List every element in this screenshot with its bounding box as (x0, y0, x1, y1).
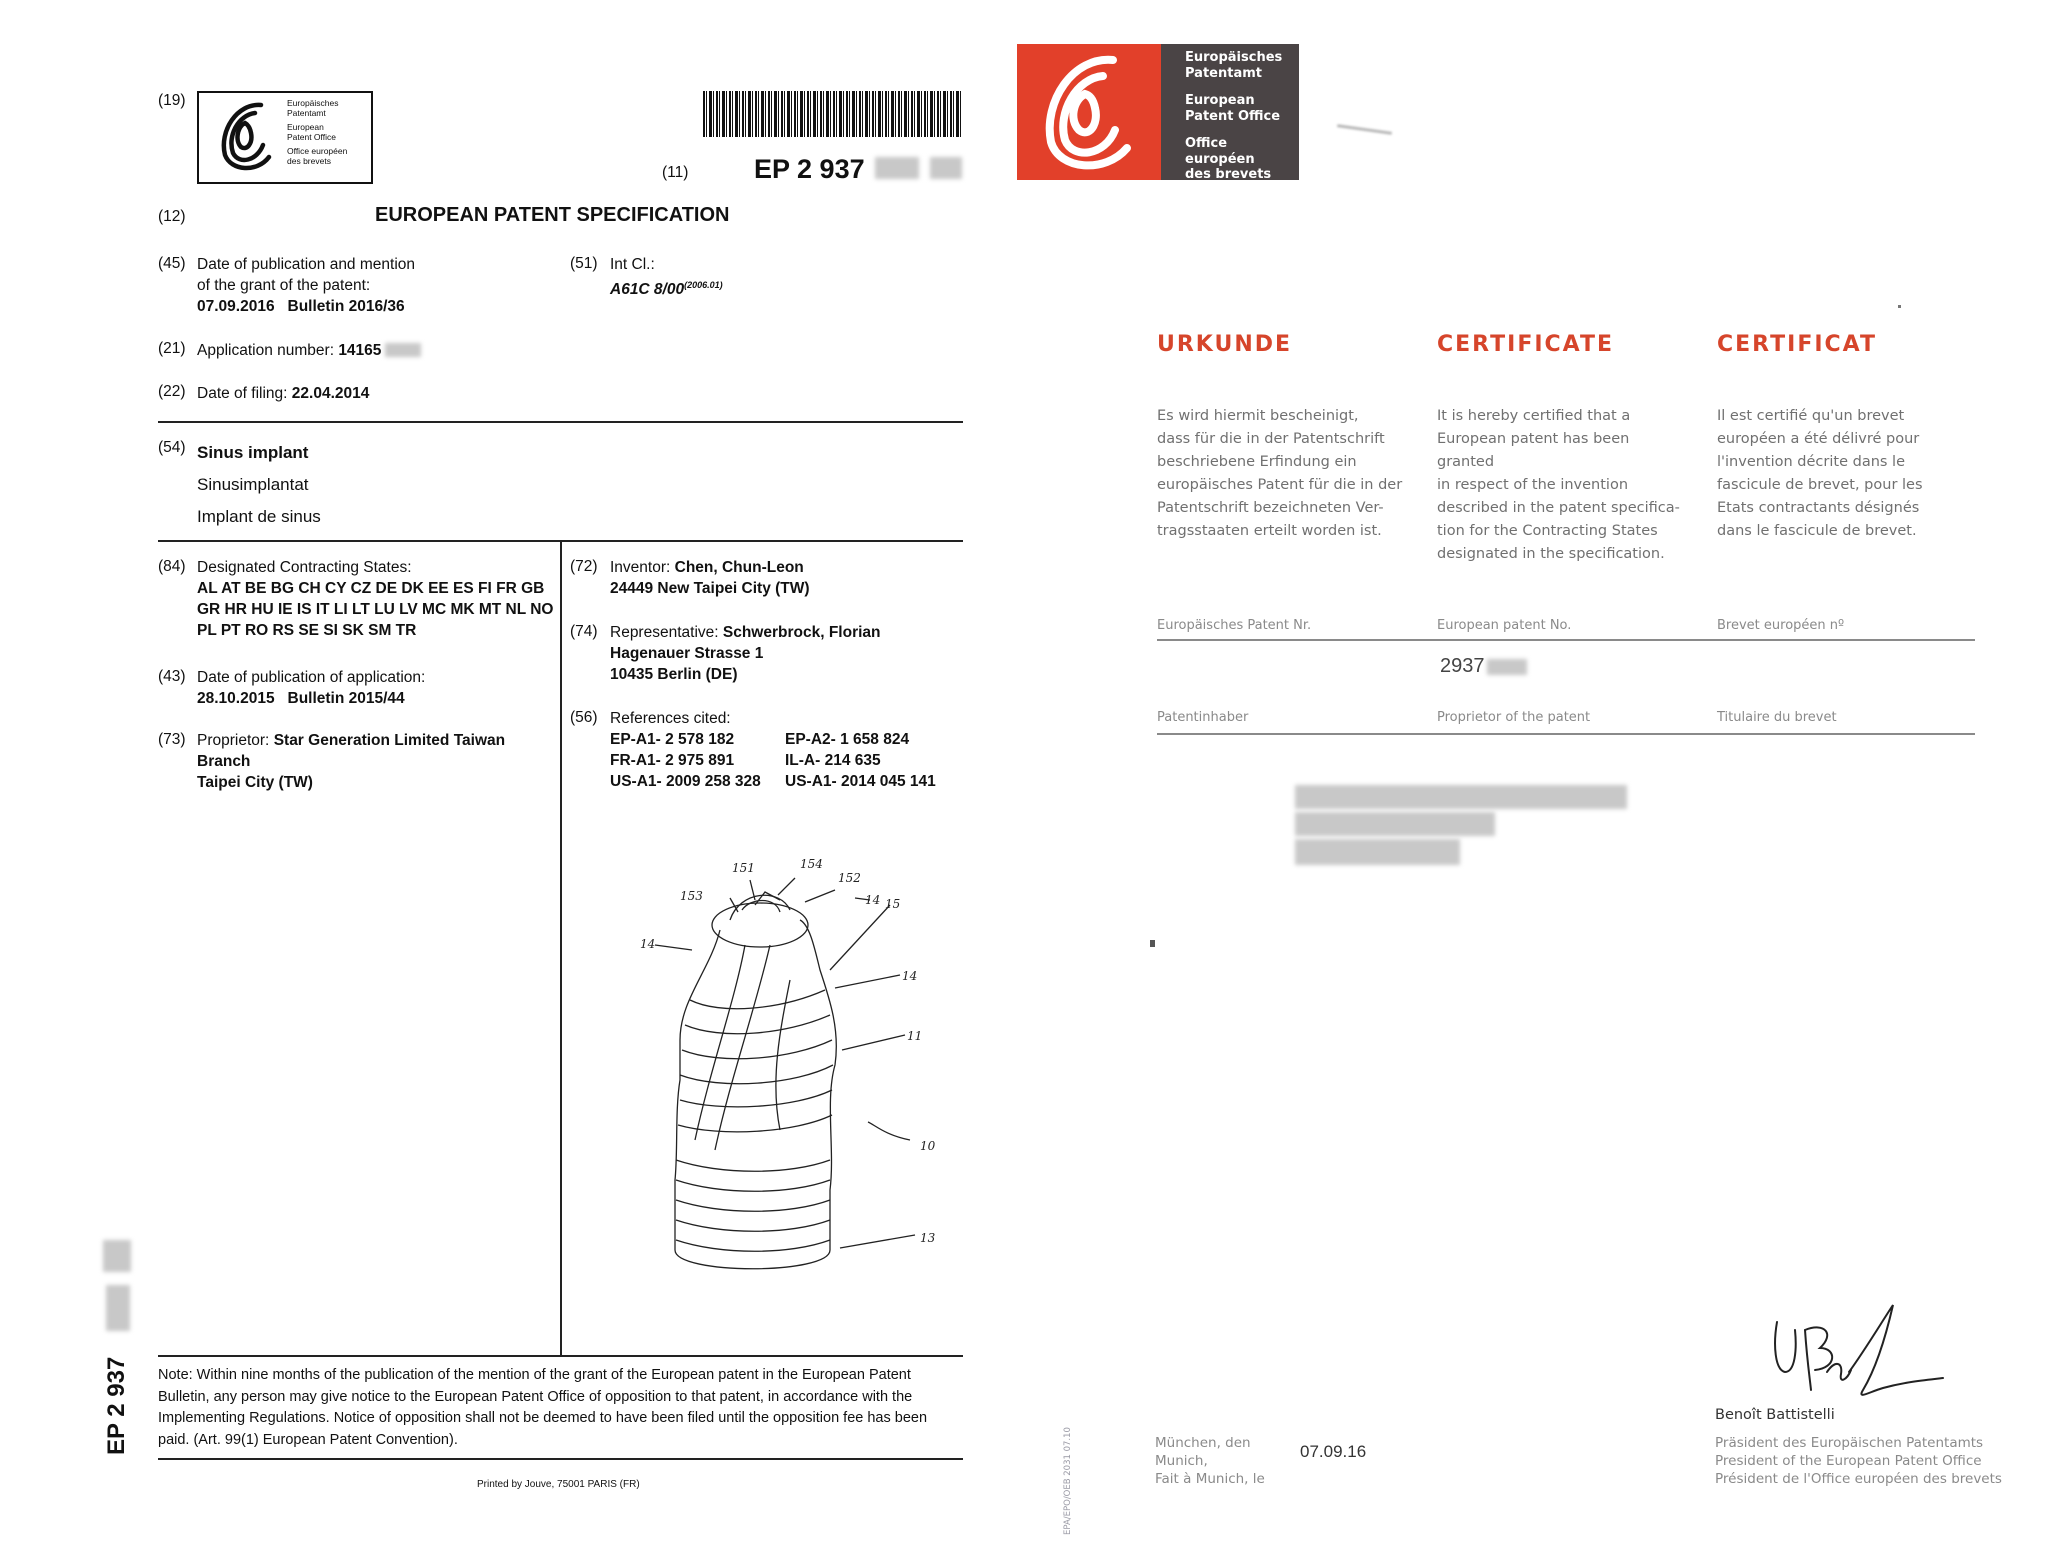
representative-block: Representative: Schwerbrock, Florian Hagenauer Strasse 1 10435 Berlin (DE) (610, 624, 881, 683)
label-patent-fr: Brevet européen nº (1717, 618, 1845, 633)
application-number: Application number: 14165 (197, 342, 382, 359)
invention-title-block (197, 437, 321, 533)
rule-patent (1157, 639, 1975, 641)
inid-43: (43) (158, 668, 186, 685)
label-owner-de: Patentinhaber (1157, 710, 1249, 725)
redacted-side-1 (103, 1240, 131, 1272)
redacted-owner-1 (1295, 785, 1627, 809)
references-table (610, 729, 970, 792)
reference: EP-A2- 1 658 824 (785, 731, 910, 748)
epo-logo-icon (217, 101, 273, 173)
application-publication-block: Date of publication of application: 28.10.2015 Bulletin 2015/44 (197, 669, 426, 707)
figure-label: 15 (885, 897, 901, 911)
figure-label: 11 (907, 1029, 923, 1043)
reference: US-A1- 2009 258 328 (610, 773, 761, 790)
scan-dot (1150, 940, 1155, 947)
inid-51: (51) (570, 255, 598, 272)
body-de: Es wird hiermit bescheinigt, dass für die in der Patentschrift beschriebene Erfindung ein europäisches Patent für die in der Patentschrift bezeichneten Ver- tragsstaaten erteilt worden ist. (1157, 408, 1403, 539)
patent-number-value: 2937 (1440, 655, 1485, 677)
label-patent-en: European patent No. (1437, 618, 1572, 633)
inid-19: (19) (158, 92, 186, 109)
reference: US-A1- 2014 045 141 (785, 773, 936, 790)
reference: EP-A1- 2 578 182 (610, 731, 735, 748)
document-title: EUROPEAN PATENT SPECIFICATION (375, 204, 730, 226)
inventor-block: Inventor: Chen, Chun-Leon 24449 New Taipei City (TW) (610, 559, 810, 597)
divider-3 (158, 1355, 963, 1357)
redacted-number-2 (930, 157, 962, 179)
label-owner-en: Proprietor of the patent (1437, 710, 1591, 725)
barcode-icon (703, 91, 962, 137)
figure-label: 14 (640, 937, 656, 951)
issue-date: 07.09.16 (1300, 1442, 1367, 1461)
implant-drawing (630, 850, 960, 1290)
logo-text: Europäisches Patentamt European Patent Office Office européen des brevets (1185, 50, 1283, 182)
inid-54: (54) (158, 439, 186, 456)
form-code: EPA/EPO/OEB 2031 07.10 (1063, 1427, 1073, 1535)
figure-label: 151 (732, 861, 755, 875)
rule-owner (1157, 733, 1975, 735)
label-patent-de: Europäisches Patent Nr. (1157, 618, 1312, 633)
inid-22: (22) (158, 383, 186, 400)
inid-74: (74) (570, 623, 598, 640)
title-fr: Implant de sinus (197, 507, 321, 526)
proprietor-block: Proprietor: Star Generation Limited Taiwan Branch Taipei City (TW) (197, 732, 506, 791)
body-fr: Il est certifié qu'un brevet européen a été délivré pour l'invention décrite dans le fascicule de brevet, pour les Etats contractants désignés dans le fascicule de brevet. (1717, 408, 1923, 539)
column-divider (560, 540, 562, 1355)
scan-mark (1337, 124, 1392, 135)
figure-label: 152 (838, 871, 861, 885)
redacted-owner-2 (1295, 812, 1495, 836)
title-de: Sinusimplantat (197, 475, 309, 494)
publication-number: EP 2 937 (754, 154, 865, 184)
scan-dot (1898, 305, 1901, 308)
figure-label: 10 (920, 1139, 936, 1153)
reference: IL-A- 214 635 (785, 752, 881, 769)
inid-45: (45) (158, 255, 186, 272)
inid-11: (11) (662, 164, 689, 181)
divider-4 (158, 1458, 963, 1460)
side-publication-number: EP 2 937 (103, 1356, 130, 1455)
signature-icon (1765, 1300, 1945, 1415)
heading-certificat: CERTIFICAT (1717, 332, 1878, 357)
heading-certificate: CERTIFICATE (1437, 332, 1615, 357)
redacted-patent-no (1487, 659, 1527, 675)
epo-logo-box (197, 91, 373, 184)
grant-publication-block: Date of publication and mention of the grant of the patent: 07.09.2016 Bulletin 2016/36 (197, 256, 416, 315)
inid-73: (73) (158, 731, 186, 748)
place-block: München, den Munich, Fait à Munich, le (1155, 1435, 1265, 1487)
label-owner-fr: Titulaire du brevet (1717, 710, 1837, 725)
heading-urkunde: URKUNDE (1157, 332, 1293, 357)
figure-label: 154 (800, 857, 823, 871)
redacted-app-number (385, 343, 421, 357)
references-block: References cited: (610, 710, 731, 727)
opposition-note: Note: Within nine months of the publication of the mention of the grant of the European patent in the European Patent Bulletin, any person may give notice to the European Patent Office of opposition to that patent, in accordance with the Implementing Regulations. Notice of opposition shall not be deemed to have been filed until the opposition fee has been paid. (Art. 99(1) European Patent Convention). (158, 1367, 928, 1448)
epo-logo-text: Europäisches Patentamt European Patent Office Office européen des brevets (287, 98, 348, 166)
signer-titles: Präsident des Europäischen Patentamts President of the European Patent Office Président de l'Office européen des brevets (1715, 1435, 2002, 1487)
figure-label: 153 (680, 889, 703, 903)
inid-21: (21) (158, 340, 186, 357)
body-en: It is hereby certified that a European patent has been granted in respect of the invention described in the patent specifica- tion for the Contracting States designated in the specification. (1437, 408, 1680, 562)
redacted-side-2 (106, 1285, 130, 1331)
figure-label: 13 (920, 1231, 936, 1245)
title-en: Sinus implant (197, 443, 309, 462)
figure-label: 14 (902, 969, 918, 983)
signer-name: Benoît Battistelli (1715, 1407, 1835, 1423)
printer-line: Printed by Jouve, 75001 PARIS (FR) (477, 1479, 640, 1490)
redacted-owner-3 (1295, 839, 1460, 865)
reference: FR-A1- 2 975 891 (610, 752, 735, 769)
inid-12: (12) (158, 208, 186, 225)
figure-label: 14 (865, 893, 881, 907)
filing-date: Date of filing: 22.04.2014 (197, 385, 370, 402)
logo-dark-block (1161, 44, 1299, 180)
divider-1 (158, 421, 963, 423)
int-cl-block: Int Cl.: A61C $8/00^{(2006.01)}$ (610, 256, 723, 299)
inid-56: (56) (570, 709, 598, 726)
inid-84: (84) (158, 558, 186, 575)
epo-logo (1017, 44, 1299, 180)
contracting-states-block: Designated Contracting States: AL AT BE BG CH CY CZ DE DK EE ES FI FR GB GR HR HU IE IS IT LI LT LU LV MC MK MT NL NO PL PT RO RS SE SI SK SM TR (197, 559, 554, 639)
epo-logo-icon (1037, 52, 1137, 172)
logo-red-block (1017, 44, 1161, 180)
redacted-number-1 (875, 157, 919, 179)
inid-72: (72) (570, 558, 598, 575)
